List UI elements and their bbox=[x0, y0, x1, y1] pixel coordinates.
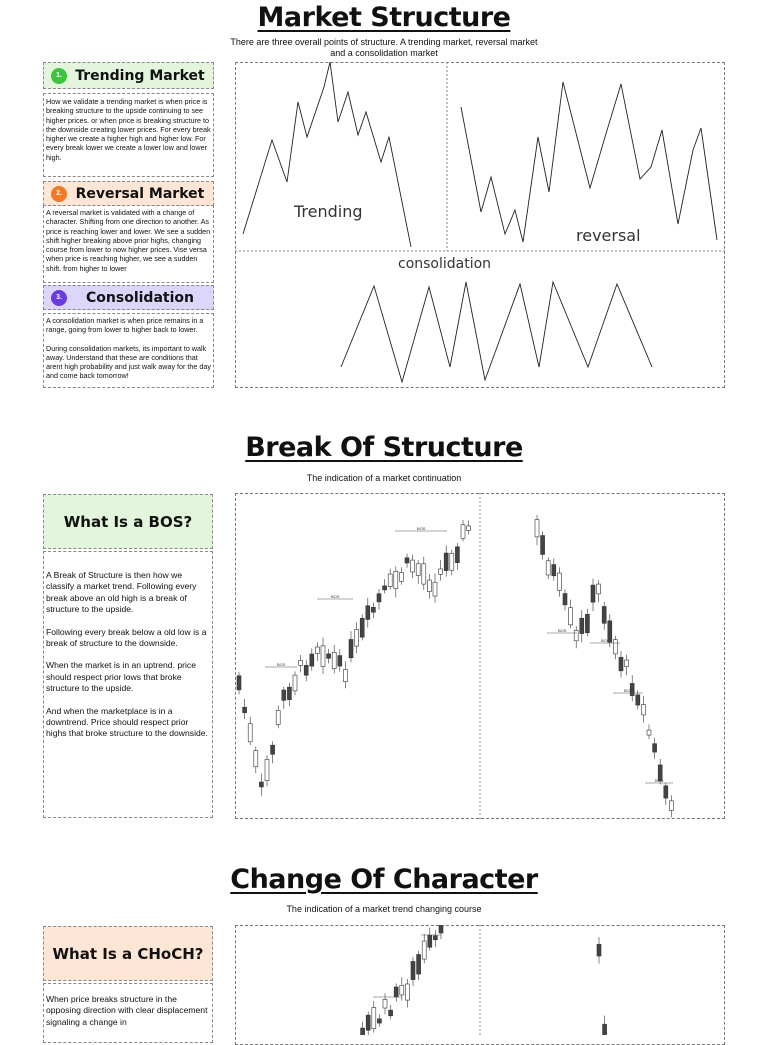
bos-downtrend-candle bbox=[585, 614, 589, 632]
bos-downtrend-candle bbox=[653, 744, 657, 752]
trending-market-description: How we validate a trending market is when price is breaking structure to the upside continuing to see higher prices. or when price is breaking structure to the downside creating lower prices. For every break higher we create a higher high and higher low. For every break lower we create a lower low and lower high. bbox=[43, 93, 214, 177]
bos-downtrend-candle bbox=[613, 640, 617, 654]
bos-uptrend-candle bbox=[287, 687, 291, 699]
choch-up-candle bbox=[366, 1015, 370, 1030]
number-badge: 1. bbox=[51, 68, 67, 84]
bos-uptrend-candle bbox=[327, 654, 331, 658]
bos-uptrend-candle bbox=[304, 665, 308, 675]
choch-charts bbox=[235, 925, 725, 1035]
choch-down-candle bbox=[603, 1024, 607, 1035]
bos-uptrend-candle bbox=[383, 586, 387, 590]
trending-market-heading bbox=[43, 62, 214, 89]
bos-marker-label: BOS bbox=[624, 688, 633, 693]
bos-uptrend-candle bbox=[439, 569, 443, 574]
choch-up-candle bbox=[411, 961, 415, 979]
bos-uptrend-candle bbox=[265, 759, 269, 780]
bos-uptrend-candle bbox=[259, 782, 263, 787]
bos-downtrend-candle bbox=[535, 520, 539, 537]
trending-market-title: Trending Market bbox=[75, 67, 205, 84]
choch-up-candle bbox=[377, 1019, 381, 1023]
bos-downtrend-candle bbox=[546, 561, 550, 575]
bos-downtrend-candle bbox=[669, 801, 673, 810]
market-structure-title: Market Structure bbox=[257, 2, 511, 33]
bos-downtrend-candle bbox=[541, 536, 545, 555]
bos-downtrend-candle bbox=[557, 573, 561, 590]
reversal-market-title: Reversal Market bbox=[75, 185, 205, 202]
bos-downtrend-candle bbox=[591, 585, 595, 602]
bos-uptrend-candle bbox=[282, 690, 286, 700]
bos-downtrend-candle bbox=[569, 608, 573, 625]
choch-up-candle bbox=[389, 1010, 393, 1016]
bos-uptrend-candle bbox=[427, 580, 431, 591]
choch-down-candle bbox=[597, 944, 601, 956]
trending-label: Trending bbox=[294, 202, 363, 221]
bos-downtrend-candle bbox=[563, 594, 567, 605]
choch-up-candle bbox=[400, 985, 404, 995]
choch-up-candle bbox=[422, 941, 426, 959]
consolidation-description: A consolidation market is when price remains in a range, going from lower to higher back to lower. During consolidation markets, its important to walk away. Understand that these are conditions that arent high probability and just walk away for the day and come back tomorrow! bbox=[43, 313, 214, 388]
bos-downtrend-candle bbox=[664, 786, 668, 798]
structure-diagrams bbox=[235, 62, 725, 388]
bos-downtrend-candle bbox=[647, 730, 651, 735]
choch-up-candle bbox=[361, 1028, 365, 1035]
bos-marker-label: BOS bbox=[601, 638, 610, 643]
bos-downtrend-candle bbox=[580, 618, 584, 633]
bos-uptrend-candle bbox=[254, 751, 258, 767]
bos-description: A Break of Structure is then how we classify a market trend. Following every break above an old high is a break of structure to the upside. Following every break below a old low is a break of structure to the downside. When the market is in an uptrend. price should respect prior lows that broke structure to the upside. And when the marketplace is in a downtrend. Price should respect prior highs that broke structure to the downside. bbox=[43, 551, 213, 818]
bos-uptrend-candle bbox=[394, 571, 398, 588]
bos-uptrend-candle bbox=[399, 572, 403, 581]
bos-uptrend-candle bbox=[321, 646, 325, 667]
bos-downtrend-candle bbox=[625, 660, 629, 667]
bos-uptrend-candle bbox=[243, 707, 247, 712]
consolidation-label: consolidation bbox=[398, 256, 492, 272]
bos-uptrend-candle bbox=[237, 676, 241, 690]
bos-marker-label: BOS bbox=[277, 662, 286, 667]
bos-uptrend-candle bbox=[450, 553, 454, 570]
bos-uptrend-candle bbox=[338, 656, 342, 666]
bos-marker-label: BOS bbox=[331, 594, 340, 599]
bos-downtrend-candle bbox=[641, 705, 645, 715]
bos-downtrend-candle bbox=[636, 695, 640, 705]
bos-uptrend-candle bbox=[366, 606, 370, 620]
bos-subtitle: The indication of a market continuation bbox=[306, 473, 462, 483]
bos-uptrend-candle bbox=[444, 553, 448, 571]
bos-uptrend-candle bbox=[433, 582, 437, 596]
reversal-zigzag bbox=[461, 82, 717, 242]
number-badge: 2. bbox=[51, 186, 67, 202]
number-badge: 3. bbox=[51, 290, 67, 306]
choch-up-candle bbox=[439, 925, 443, 933]
reversal-label: reversal bbox=[576, 226, 641, 245]
choch-heading: What Is a CHoCH? bbox=[43, 926, 213, 981]
bos-uptrend-candle bbox=[405, 558, 409, 563]
choch-up-candle bbox=[372, 1008, 376, 1029]
bos-charts bbox=[235, 493, 725, 819]
bos-heading: What Is a BOS? bbox=[43, 494, 213, 549]
bos-uptrend-candle bbox=[371, 607, 375, 612]
choch-up-candle bbox=[383, 999, 387, 1008]
bos-uptrend-candle bbox=[248, 724, 252, 742]
bos-uptrend-candle bbox=[388, 574, 392, 587]
market-structure-subtitle: There are three overall points of structure. A trending market, reversal market and a consolidation market bbox=[230, 37, 538, 58]
bos-uptrend-candle bbox=[299, 660, 303, 665]
bos-downtrend-candle bbox=[552, 565, 556, 576]
bos-uptrend-candle bbox=[355, 629, 359, 646]
choch-subtitle: The indication of a market trend changing course bbox=[286, 904, 482, 914]
bos-uptrend-candle bbox=[332, 652, 336, 668]
bos-title: Break Of Structure bbox=[245, 432, 523, 463]
bos-uptrend-candle bbox=[315, 647, 319, 653]
bos-downtrend-candle bbox=[597, 584, 601, 594]
choch-up-candle bbox=[428, 935, 432, 947]
choch-up-candle bbox=[417, 954, 421, 974]
reversal-market-heading bbox=[43, 181, 214, 206]
choch-up-candle bbox=[394, 987, 398, 997]
consolidation-title: Consolidation bbox=[86, 289, 194, 306]
choch-up-candle bbox=[433, 936, 437, 940]
bos-uptrend-candle bbox=[416, 564, 420, 576]
bos-uptrend-candle bbox=[461, 525, 465, 538]
bos-uptrend-candle bbox=[467, 526, 471, 531]
bos-downtrend-candle bbox=[602, 607, 606, 624]
bos-uptrend-candle bbox=[310, 654, 314, 666]
choch-up-candle bbox=[405, 984, 409, 1000]
bos-uptrend-candle bbox=[349, 639, 353, 657]
bos-marker-label: BOS bbox=[417, 526, 426, 531]
consolidation-heading bbox=[43, 285, 214, 310]
bos-uptrend-candle bbox=[411, 560, 415, 572]
choch-title: Change Of Character bbox=[230, 864, 538, 895]
bos-marker-label: BOS bbox=[655, 778, 664, 783]
choch-description: When price breaks structure in the opposing direction with clear displacement signaling a change in bbox=[43, 983, 213, 1043]
bos-uptrend-candle bbox=[271, 745, 275, 754]
bos-downtrend-candle bbox=[574, 631, 578, 641]
bos-uptrend-candle bbox=[455, 547, 459, 563]
bos-uptrend-candle bbox=[422, 564, 426, 584]
bos-marker-label: BOS bbox=[558, 628, 567, 633]
consolidation-zigzag bbox=[341, 282, 652, 382]
reversal-market-description: A reversal market is validated with a change of character. Shifting from one direction to another. As price is reaching lower and lower. We see a sudden shift higher breaking above prior highs, changing course from lower to now higher prices. Vise versa when price is reaching higher, we see a sudden shift. from higher to lower bbox=[43, 205, 214, 283]
bos-downtrend-candle bbox=[619, 657, 623, 670]
bos-uptrend-candle bbox=[276, 711, 280, 725]
bos-uptrend-candle bbox=[360, 618, 364, 637]
bos-uptrend-candle bbox=[293, 675, 297, 691]
bos-uptrend-candle bbox=[377, 594, 381, 602]
bos-uptrend-candle bbox=[343, 669, 347, 681]
